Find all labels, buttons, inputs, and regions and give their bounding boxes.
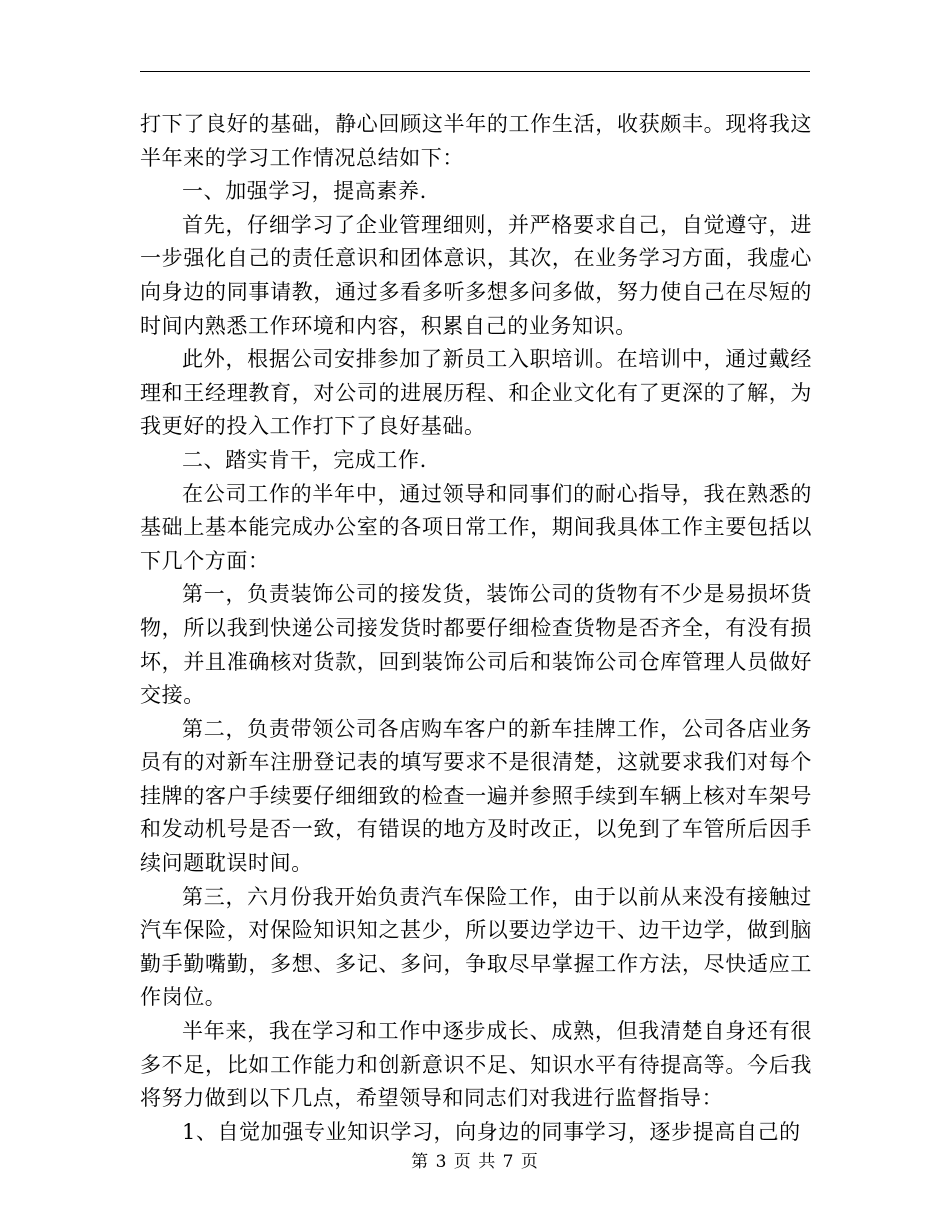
paragraph: 1、自觉加强专业知识学习，向身边的同事学习，逐步提高自己的: [182, 1119, 801, 1144]
paragraph: 第一，负责装饰公司的接发货，装饰公司的货物有不少是易损坏货物，所以我到快递公司接发货时都要仔细检查货物是否齐全，有没有损坏，并且准确核对货款，回到装饰公司后和装饰公司仓库管理人员做好交接。: [140, 582, 812, 708]
document-body: [140, 108, 812, 1149]
section-heading: 一、加强学习，提高素养.: [182, 179, 427, 204]
paragraph: 首先，仔细学习了企业管理细则，并严格要求自己，自觉遵守，进一步强化自己的责任意识和团体意识，其次，在业务学习方面，我虚心向身边的同事请教，通过多看多听多想多问多做，努力使自己在尽短的时间内熟悉工作环境和内容，积累自己的业务知识。: [140, 212, 812, 338]
paragraph: 半年来，我在学习和工作中逐步成长、成熟，但我清楚自身还有很多不足，比如工作能力和创新意识不足、知识水平有待提高等。今后我将努力做到以下几点，希望领导和同志们对我进行监督指导：: [140, 1019, 812, 1111]
paragraph: 打下了良好的基础，静心回顾这半年的工作生活，收获颇丰。现将我这半年来的学习工作情况总结如下：: [140, 112, 812, 170]
paragraph: 第三，六月份我开始负责汽车保险工作，由于以前从来没有接触过汽车保险，对保险知识知之甚少，所以要边学边干、边干边学，做到脑勤手勤嘴勤，多想、多记、多问，争取尽早掌握工作方法，尽快适应工作岗位。: [140, 884, 812, 1010]
paragraph: 此外，根据公司安排参加了新员工入职培训。在培训中，通过戴经理和王经理教育，对公司的进展历程、和企业文化有了更深的了解，为我更好的投入工作打下了良好基础。: [140, 347, 812, 439]
page-number-footer: 第 3 页 共 7 页: [411, 1152, 539, 1172]
paragraph: 在公司工作的半年中，通过领导和同事们的耐心指导，我在熟悉的基础上基本能完成办公室的各项日常工作，期间我具体工作主要包括以下几个方面：: [140, 481, 812, 573]
paragraph: 第二，负责带领公司各店购车客户的新车挂牌工作，公司各店业务员有的对新车注册登记表的填写要求不是很清楚，这就要求我们对每个挂牌的客户手续要仔细细致的检查一遍并参照手续到车辆上核对车架号和发动机号是否一致，有错误的地方及时改正，以免到了车管所后因手续问题耽误时间。: [140, 716, 812, 876]
header-rule: [140, 71, 810, 72]
section-heading: 二、踏实肯干，完成工作.: [182, 447, 427, 472]
